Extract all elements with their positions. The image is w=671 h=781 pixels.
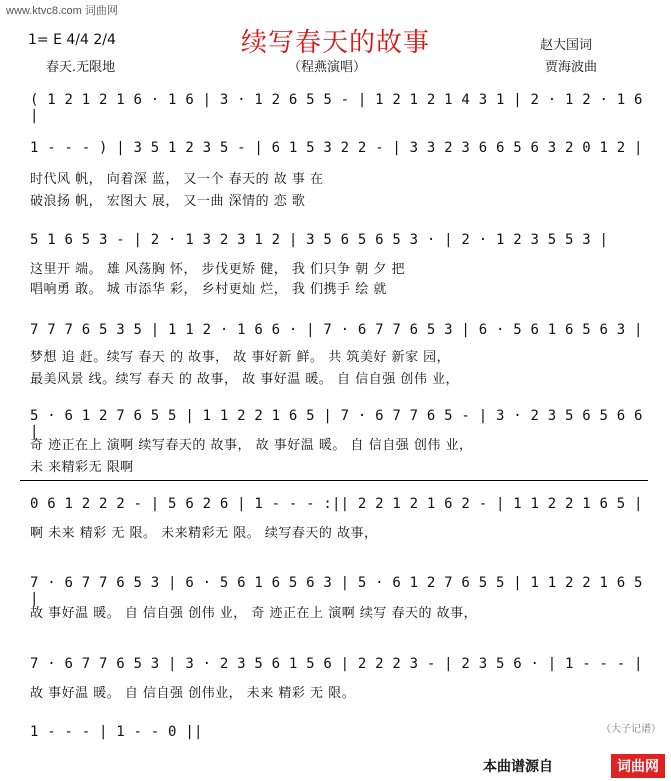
site-logo[interactable]: 词曲网 [611,754,665,778]
lyric-line: 时代风 帆， 向着深 蓝， 又一个 春天的 故 事 在 [30,172,324,187]
staff-row: 0 6 1 2 2 2 - | 5 6 2 6 | 1 - - - :|| 2 2 1 2 1 6 2 - | 1 1 2 2 1 6 5 | [30,496,643,512]
staff-row: 5 · 6 1 2 7 6 5 5 | 1 1 2 2 1 6 5 | 7 · 6 7 7 6 5 - | 3 · 2 3 5 6 5 6 6 | [30,408,643,440]
key-signature: 1= E 4/4 2/4 [28,32,116,48]
lyric-line: 唱响勇 敢。 城 市添华 彩， 乡村更灿 烂， 我 们携手 绘 就 [30,282,387,297]
lyric-line: 啊 未来 精彩 无 限。 未来精彩无 限。 续写春天的 故事， [30,526,378,541]
staff-row: 5 1 6 5 3 - | 2 · 1 3 2 3 1 2 | 3 5 6 5 6 5 3 · | 2 · 1 2 3 5 5 3 | [30,232,609,248]
lyric-line: 最美风景 线。续写 春天 的 故事， 故 事好温 暖。 自 信自强 创伟 业， [30,372,459,387]
lyric-line: 这里开 端。 雄 风荡胸 怀， 步伐更矫 健， 我 们只争 朝 夕 把 [30,262,405,277]
staff-row: 1 - - - | 1 - - 0 || [30,724,203,740]
lyric-line: 故 事好温 暖。 自 信自强 创伟业， 未来 精彩 无 限。 [30,686,356,701]
staff-row: 7 · 6 7 7 6 5 3 | 6 · 5 6 1 6 5 6 3 | 5 · 6 1 2 7 6 5 5 | 1 1 2 2 1 6 5 | [30,575,643,607]
album: 春天.无限地 [46,60,116,75]
staff-row: 7 7 7 6 5 3 5 | 1 1 2 · 1 6 6 · | 7 · 6 7 7 6 5 3 | 6 · 5 6 1 6 5 6 3 | [30,322,643,338]
singer: （程燕演唱） [288,60,367,75]
staff-row: 7 · 6 7 7 6 5 3 | 3 · 2 3 5 6 1 5 6 | 2 2 2 3 - | 2 3 5 6 · | 1 - - - | [30,656,643,672]
song-title: 续写春天的故事 [240,28,430,58]
volta-line [20,480,648,481]
lyric-line: 梦想 追 赶。续写 春天 的 故事， 故 事好新 鲜。 共 筑美好 新家 园， [30,350,451,365]
source-note: 本曲谱源自 [483,759,553,775]
staff-row: ( 1 2 1 2 1 6 · 1 6 | 3 · 1 2 6 5 5 - | 1 2 1 2 1 4 3 1 | 2 · 1 2 · 1 6 | [30,92,643,124]
lyric-line: 破浪扬 帆， 宏图大 展， 又一曲 深情的 恋 歌 [30,194,306,209]
lyric-line: 奇 迹正在上 演啊 续写春天的 故事， 故 事好温 暖。 自 信自强 创伟 业， [30,438,473,453]
composer: 贾海波曲 [545,60,598,75]
lyric-line: 未 来精彩无 限啊 [30,460,134,475]
lyric-line: 故 事好温 暖。 自 信自强 创伟 业， 奇 迹正在上 演啊 续写 春天的 故事， [30,606,478,621]
lyricist: 赵大国词 [540,38,593,53]
watermark: www.ktvc8.com 词曲网 [6,5,118,17]
staff-row: 1 - - - ) | 3 5 1 2 3 5 - | 6 1 5 3 2 2 - | 3 3 2 3 6 6 5 6 3 2 0 1 2 | [30,140,643,156]
transcriber-stamp: （大子记谱） [601,724,661,735]
